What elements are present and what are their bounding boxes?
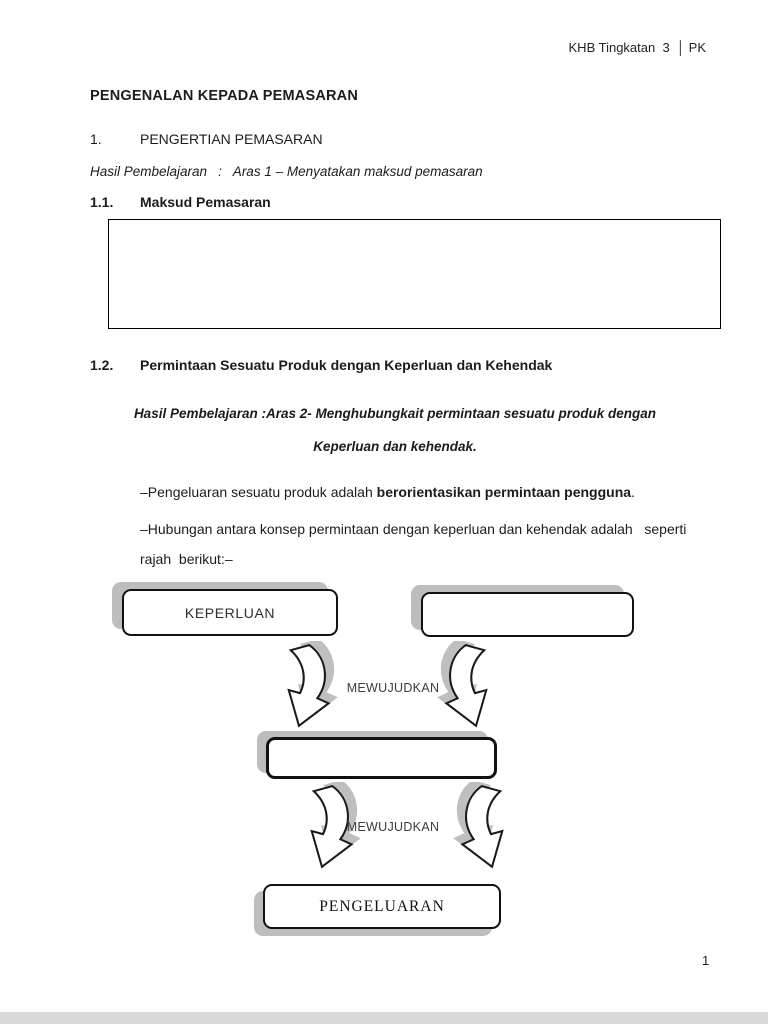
section-number: 1. — [90, 131, 102, 147]
point-1-bold-text: berorientasikan permintaan pengguna — [376, 484, 632, 500]
section-number: 1.1. — [90, 194, 114, 210]
diagram-box-pengeluaran — [263, 884, 501, 929]
page-number: 1 — [702, 953, 710, 968]
diagram-box-label: KEPERLUAN — [184, 604, 276, 621]
paragraph-point-2-line1: –Hubungan antara konsep permintaan dengan keperluan dan kehendak adalah seperti — [140, 521, 687, 537]
paragraph-point-2-line2: rajah berikut:– — [140, 551, 233, 567]
page-edge — [0, 1012, 768, 1024]
diagram-label-mewujudkan-2: MEWUJUDKAN — [346, 820, 440, 834]
answer-box — [108, 219, 721, 329]
learning-outcome-aras1: Hasil Pembelajaran : Aras 1 – Menyatakan maksud pemasaran — [90, 164, 483, 179]
learning-outcome-aras2-line2: Keperluan dan kehendak. — [313, 439, 477, 454]
document-title: PENGENALAN KEPADA PEMASARAN — [90, 88, 359, 104]
section-1-1-heading — [90, 194, 271, 210]
point-1-period: . — [631, 484, 635, 500]
point-1-text: –Pengeluaran sesuatu produk adalah — [140, 484, 377, 500]
section-1-2-heading — [90, 357, 552, 373]
section-heading-text: Permintaan Sesuatu Produk dengan Keperluan dan Kehendak — [140, 357, 553, 373]
section-heading-text: PENGERTIAN PEMASARAN — [140, 131, 323, 147]
diagram-box-middle-empty — [266, 737, 497, 779]
diagram-box-keperluan — [122, 589, 338, 636]
section-1-heading — [90, 131, 323, 147]
diagram-box-label: PENGELUARAN — [319, 897, 445, 915]
section-heading-text: Maksud Pemasaran — [140, 194, 271, 210]
paragraph-point-1 — [140, 484, 725, 500]
section-number: 1.2. — [90, 357, 114, 373]
diagram-box-top-right-empty — [421, 592, 634, 637]
learning-outcome-aras2-line1: Hasil Pembelajaran :Aras 2- Menghubungkait permintaan sesuatu produk dengan — [133, 406, 657, 421]
page-header: KHB Tingkatan 3 │ PK — [568, 40, 706, 55]
curved-arrow-down-right-icon — [444, 782, 536, 874]
diagram-label-mewujudkan-1: MEWUJUDKAN — [346, 681, 440, 695]
